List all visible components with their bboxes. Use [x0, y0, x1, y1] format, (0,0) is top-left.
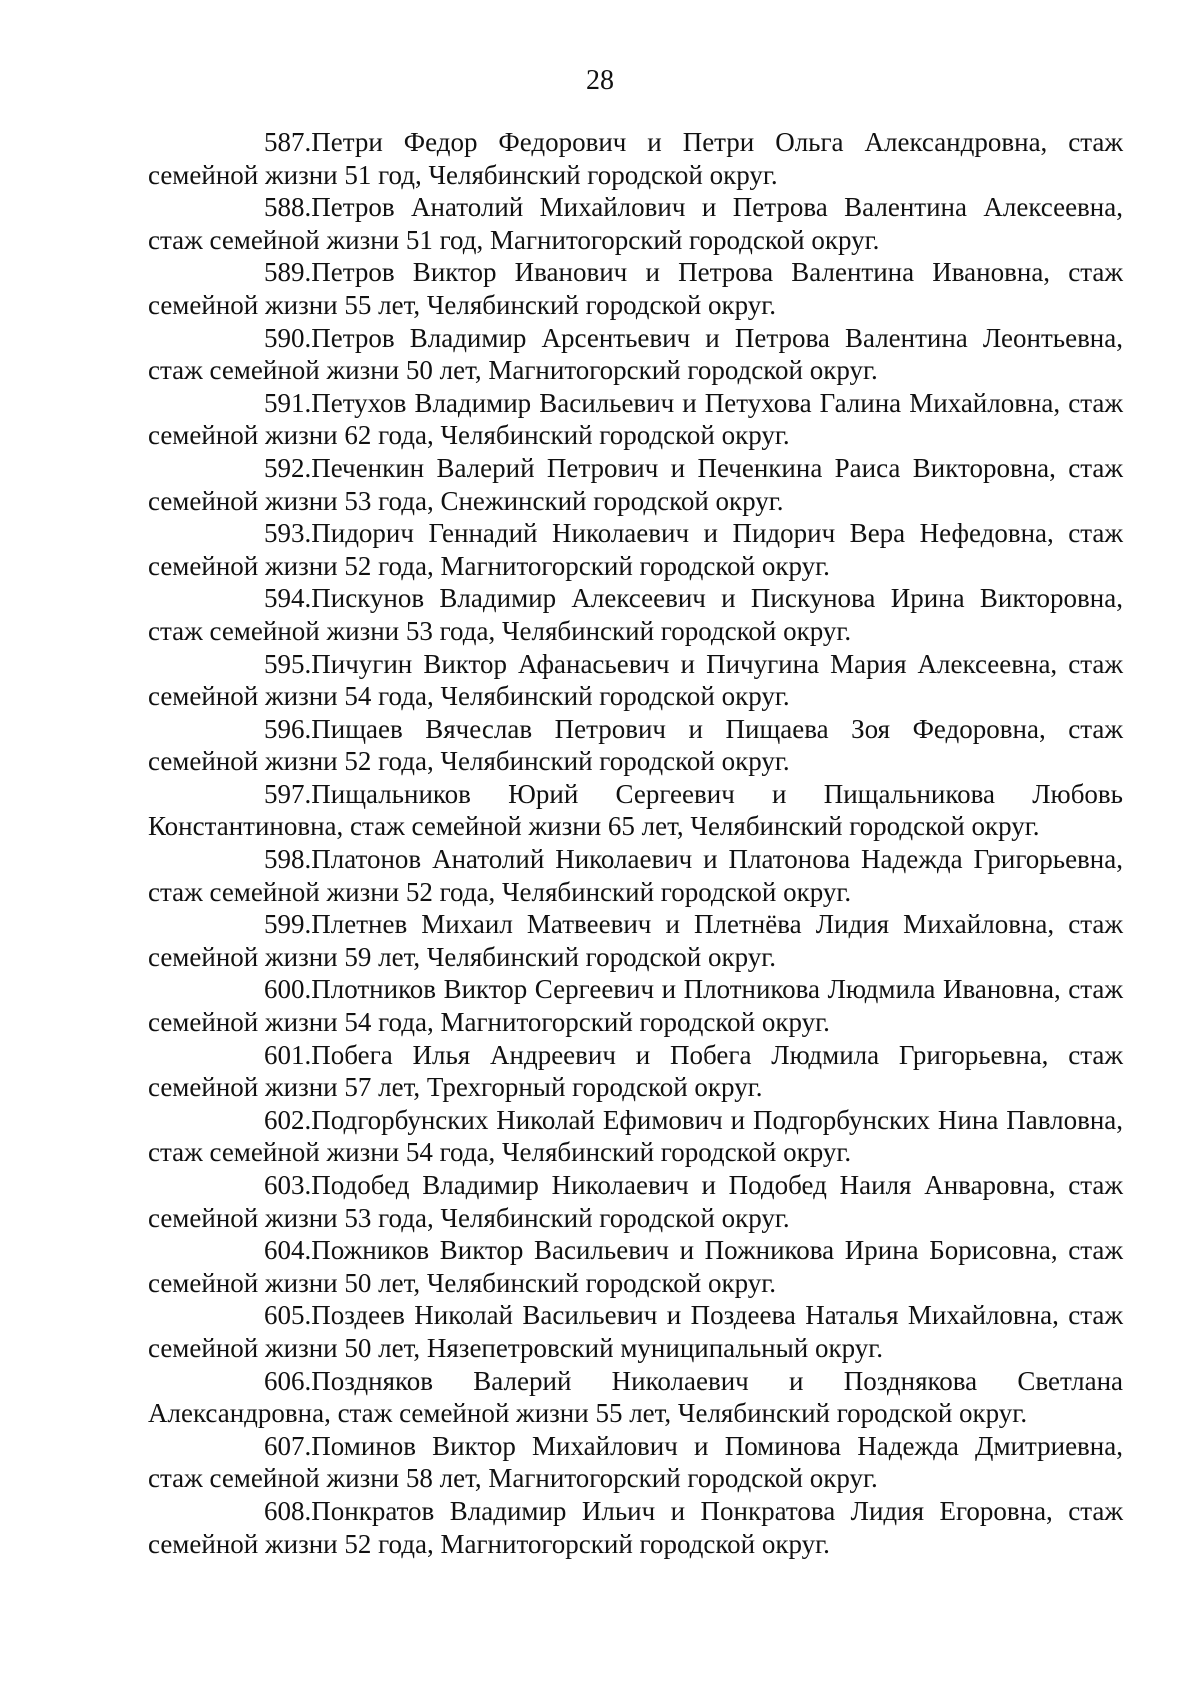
entry-list — [148, 126, 1123, 1560]
entry-number: 601. — [264, 1039, 312, 1070]
list-item — [148, 1039, 1123, 1104]
list-item — [148, 648, 1123, 713]
page-number: 28 — [586, 65, 614, 96]
list-item — [148, 387, 1123, 452]
entry-number: 604. — [264, 1235, 312, 1266]
entry-number: 588. — [264, 192, 312, 223]
entry-text: Пидорич Геннадий Николаевич и Пидорич Вера Нефедовна, стаж семейной жизни 52 года, Магнитогорский городской округ. — [148, 518, 1123, 581]
list-item — [148, 1365, 1123, 1430]
entry-text: Петров Виктор Иванович и Петрова Валентина Ивановна, стаж семейной жизни 55 лет, Челябинский городской округ. — [148, 257, 1123, 320]
entry-number: 589. — [264, 257, 312, 288]
entry-number: 587. — [264, 127, 312, 157]
entry-text: Пожников Виктор Васильевич и Пожникова Ирина Борисовна, стаж семейной жизни 50 лет, Челябинский городской округ. — [148, 1235, 1123, 1298]
entry-number: 593. — [264, 518, 312, 549]
entry-number: 599. — [264, 909, 312, 940]
list-item — [148, 1299, 1123, 1364]
entry-text: Пискунов Владимир Алексеевич и Пискунова Ирина Викторовна, стаж семейной жизни 53 года, Челябинский городской округ. — [148, 583, 1123, 646]
entry-text: Петухов Владимир Васильевич и Петухова Галина Михайловна, стаж семейной жизни 62 года, Челябинский городской округ. — [148, 387, 1123, 451]
list-item — [148, 517, 1123, 582]
entry-number: 600. — [264, 974, 312, 1005]
entry-text: Подобед Владимир Николаевич и Подобед Наиля Анваровна, стаж семейной жизни 53 года, Челябинский городской округ. — [148, 1170, 1123, 1233]
entry-number: 597. — [264, 778, 312, 809]
list-item — [148, 452, 1123, 517]
entry-number: 596. — [264, 713, 312, 744]
entry-text: Плотников Виктор Сергеевич и Плотникова Людмила Ивановна, стаж семейной жизни 54 года, Магнитогорский городской округ. — [148, 974, 1123, 1038]
entry-number: 605. — [264, 1300, 312, 1331]
entry-text: Пичугин Виктор Афанасьевич и Пичугина Мария Алексеевна, стаж семейной жизни 54 года, Челябинский городской округ. — [148, 648, 1123, 712]
list-item — [148, 126, 1123, 191]
list-item — [148, 843, 1123, 908]
entry-number: 594. — [264, 583, 312, 614]
entry-text: Поздеев Николай Васильевич и Поздеева Наталья Михайловна, стаж семейной жизни 50 лет, Нязепетровский муниципальный округ. — [148, 1300, 1123, 1363]
entry-text: Петров Владимир Арсентьевич и Петрова Валентина Леонтьевна, стаж семейной жизни 50 лет, Магнитогорский городской округ. — [148, 322, 1123, 386]
entry-text: Плетнев Михаил Матвеевич и Плетнёва Лидия Михайловна, стаж семейной жизни 59 лет, Челябинский городской округ. — [148, 909, 1123, 972]
entry-text: Петров Анатолий Михайлович и Петрова Валентина Алексеевна, стаж семейной жизни 51 год, Магнитогорский городской округ. — [148, 192, 1123, 255]
list-item — [148, 1495, 1123, 1560]
entry-text: Пищаев Вячеслав Петрович и Пищаева Зоя Федоровна, стаж семейной жизни 52 года, Челябинский городской округ. — [148, 713, 1123, 777]
entry-number: 598. — [264, 844, 312, 875]
list-item — [148, 1104, 1123, 1169]
entry-text: Поминов Виктор Михайлович и Поминова Надежда Дмитриевна, стаж семейной жизни 58 лет, Магнитогорский городской округ. — [148, 1430, 1123, 1494]
list-item — [148, 256, 1123, 321]
list-item — [148, 778, 1123, 843]
entry-text: Подгорбунских Николай Ефимович и Подгорбунских Нина Павловна, стаж семейной жизни 54 года, Челябинский городской округ. — [148, 1104, 1123, 1168]
entry-text: Побега Илья Андреевич и Побега Людмила Григорьевна, стаж семейной жизни 57 лет, Трехгорный городской округ. — [148, 1039, 1123, 1103]
entry-number: 595. — [264, 648, 312, 679]
entry-number: 591. — [264, 387, 312, 418]
entry-text: Пищальников Юрий Сергеевич и Пищальникова Любовь Константиновна, стаж семейной жизни 65 лет, Челябинский городской округ. — [148, 778, 1123, 842]
entry-text: Поздняков Валерий Николаевич и Позднякова Светлана Александровна, стаж семейной жизни 55 лет, Челябинский городской округ. — [148, 1365, 1123, 1429]
list-item — [148, 1430, 1123, 1495]
entry-number: 592. — [264, 452, 312, 483]
list-item — [148, 908, 1123, 973]
entry-number: 607. — [264, 1430, 312, 1461]
list-item — [148, 1234, 1123, 1299]
entry-number: 608. — [264, 1495, 312, 1526]
entry-number: 590. — [264, 322, 312, 353]
list-item — [148, 582, 1123, 647]
entry-number: 606. — [264, 1365, 312, 1396]
list-item — [148, 1169, 1123, 1234]
entry-number: 603. — [264, 1170, 312, 1200]
list-item — [148, 973, 1123, 1038]
list-item — [148, 322, 1123, 387]
entry-text: Платонов Анатолий Николаевич и Платонова Надежда Григорьевна, стаж семейной жизни 52 года, Челябинский городской округ. — [148, 844, 1123, 907]
entry-text: Петри Федор Федорович и Петри Ольга Александровна, стаж семейной жизни 51 год, Челябинский городской округ. — [148, 127, 1123, 190]
entry-text: Понкратов Владимир Ильич и Понкратова Лидия Егоровна, стаж семейной жизни 52 года, Магнитогорский городской округ. — [148, 1495, 1123, 1559]
entry-number: 602. — [264, 1104, 312, 1135]
list-item — [148, 713, 1123, 778]
entry-text: Печенкин Валерий Петрович и Печенкина Раиса Викторовна, стаж семейной жизни 53 года, Снежинский городской округ. — [148, 452, 1123, 516]
list-item — [148, 191, 1123, 256]
